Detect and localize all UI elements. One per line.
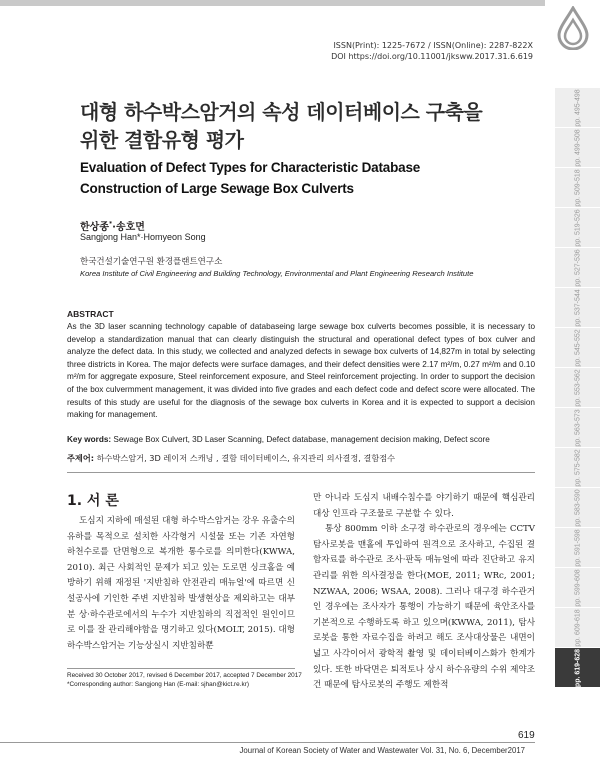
paragraph: 만 아니라 도심지 내배수침수를 야기하기 때문에 핵심관리대상 인프라 구조물로 구분할 수 있다. (313, 493, 535, 519)
abstract-text: As the 3D laser scanning technology capable of databaseing large sewage box culverts becomes possible, it is necessary to develop a standardization manual that can clearly distinguish the structural and operational defect types of box culver and analyze the defect data. In this study, we collected and analyzed defects in sewage box culverts of 14,827m in total by selecting three districts in Korea. The major defects were surface damages, and their defect densities were 2.17 m²/m, 0.27 m²/m and 0.10 m²/m for aggregate exposure, Steel reinforcement exposure, and Steel reinforcement projecting. In order to support the decision of the box culvermment management, it was divided into five grades and each defect code and defect score were allocated. The results of this study are useful for the diagnosis of the sewage box culverts in Korea and it is expected to support a decision making for management. (67, 322, 535, 420)
issn: ISSN(Print): 1225-7672 / ISSN(Online): 2287-822X (333, 41, 533, 50)
abstract-heading: ABSTRACT (67, 309, 114, 319)
authors-english: Sangjong Han*·Homyeon Song (80, 232, 206, 242)
side-tab[interactable] (555, 608, 600, 648)
doi: DOI https://doi.org/10.11001/jksww.2017.31.6.619 (331, 52, 533, 61)
affiliation-english: Korea Institute of Civil Engineering and Building Technology, Environmental and Plant Engineering Research Institute (80, 269, 474, 278)
side-tab[interactable] (555, 528, 600, 568)
side-tab[interactable] (555, 128, 600, 168)
side-tab[interactable] (555, 488, 600, 528)
side-tab[interactable] (555, 648, 600, 688)
title-english: Evaluation of Defect Types for Characteristic Database Construction of Large Sewage Box Culverts (80, 160, 421, 196)
side-page-tabs (555, 88, 600, 688)
journal-info: Journal of Korean Society of Water and Wastewater Vol. 31, No. 6, December2017 (239, 746, 525, 755)
body-column-left (67, 514, 295, 654)
footnote: Received 30 October 2017, revised 6 December 2017, accepted 7 December 2017 *Corresponding author: Sangjong Han (E-mail: sjhan@kict.re.kr) (67, 672, 302, 688)
paragraph: 도심지 지하에 매설된 대형 하수박스암거는 강우 유출수의 유하를 목적으로 설치한 사각형거 시설물 또는 기존 자연형 하천수로를 단면형으로 복개한 통수로를 의미한다(KWWA, 2010). 최근 사회적인 문제가 되고 있는 도로면 싱크홀을 예방하기 위해 재정된 '지반침하 안전관리 매뉴얼'에 따르면 신설공사에 기인한 주변 지반침하 발생현상을 제외하고는 대부분 상·하수관로에서의 누수가 지반침하의 직접적인 원인이므로 이를 잘 관리해야함을 명기하고 있다(MOLT, 2015). 대형 하수박스암거는 기능상실시 지반침하뿐 (67, 516, 295, 651)
side-tab[interactable] (555, 328, 600, 368)
divider (67, 472, 535, 473)
side-tab-label: pp. 495-498 (574, 88, 581, 127)
side-tab[interactable] (555, 568, 600, 608)
footnote-divider (67, 668, 295, 669)
side-tab[interactable] (555, 88, 600, 128)
side-tab-label: pp. 591-598 (574, 528, 581, 567)
side-tab-label: pp. 509-518 (574, 168, 581, 207)
side-tab-label: pp. 599-608 (574, 568, 581, 607)
body-column-right (313, 491, 535, 694)
top-bar (0, 0, 545, 6)
side-tab[interactable] (555, 368, 600, 408)
side-tab-label: pp. 619-628 (574, 648, 581, 687)
side-tab-label: pp. 553-562 (574, 368, 581, 407)
side-tab-label: pp. 545-552 (574, 328, 581, 367)
page-number: 619 (518, 730, 535, 741)
side-tab[interactable] (555, 448, 600, 488)
side-tab[interactable] (555, 408, 600, 448)
side-tab[interactable] (555, 168, 600, 208)
side-tab-label: pp. 527-536 (574, 248, 581, 287)
title-korean: 대형 하수박스암거의 속성 데이터베이스 구축을 위한 결함유형 평가 (80, 100, 483, 152)
footer-divider (0, 742, 535, 743)
keywords-korean: 주제어: 하수박스암거, 3D 레이저 스캐닝 , 결함 데이터베이스, 유지관리 의사결정, 결함점수 (67, 453, 396, 463)
side-tab-label: pp. 583-590 (574, 488, 581, 527)
side-tab-label: pp. 499-508 (574, 128, 581, 167)
affiliation-korean: 한국건설기술연구원 환경플랜트연구소 (80, 257, 223, 267)
side-tab[interactable] (555, 248, 600, 288)
side-tab-label: pp. 609-618 (574, 608, 581, 647)
side-tab-label: pp. 575-582 (574, 448, 581, 487)
issn-doi (331, 40, 533, 62)
paragraph: 통상 800mm 이하 소구경 하수관로의 경우에는 CCTV 탐사로봇을 맨홀에 투입하여 원격으로 조사하고, 수집된 결함자료를 하수관로 조사·판독 매뉴얼에 따라 진단하고 유지관리를 위한 의사결정을 한다(MOE, 2011; WRc, 2001; NZWAA, 2006; WSAA, 2008). 그러나 대구경 하수관거인 경우에는 조사자가 통행이 가능하기 때문에 육안조사를 기본적으로 수행하도록 하고 있으며(KWWA, 2011), 탐사로봇을 통한 자료수집을 하려고 해도 조사대상물은 내면이 넓고 사각이어서 광학적 촬영 및 데이터베이스화가 한계가 있다. 또한 바닥면은 퇴적토나 상시 하수유량의 수위 제약조건 때문에 탐사로봇의 주행도 제한적 (313, 524, 535, 691)
side-tab[interactable] (555, 208, 600, 248)
section-title: 1. 서 론 (67, 493, 119, 509)
side-tab[interactable] (555, 288, 600, 328)
side-tab-label: pp. 563-573 (574, 408, 581, 447)
side-tab-label: pp. 537-544 (574, 288, 581, 327)
side-tab-label: pp. 519-526 (574, 208, 581, 247)
water-drop-logo-icon (553, 6, 593, 50)
authors-korean: 한상종*·송호면 (80, 220, 145, 233)
keywords-english: Key words: Sewage Box Culvert, 3D Laser Scanning, Defect database, management decision making, Defect score (67, 435, 490, 444)
